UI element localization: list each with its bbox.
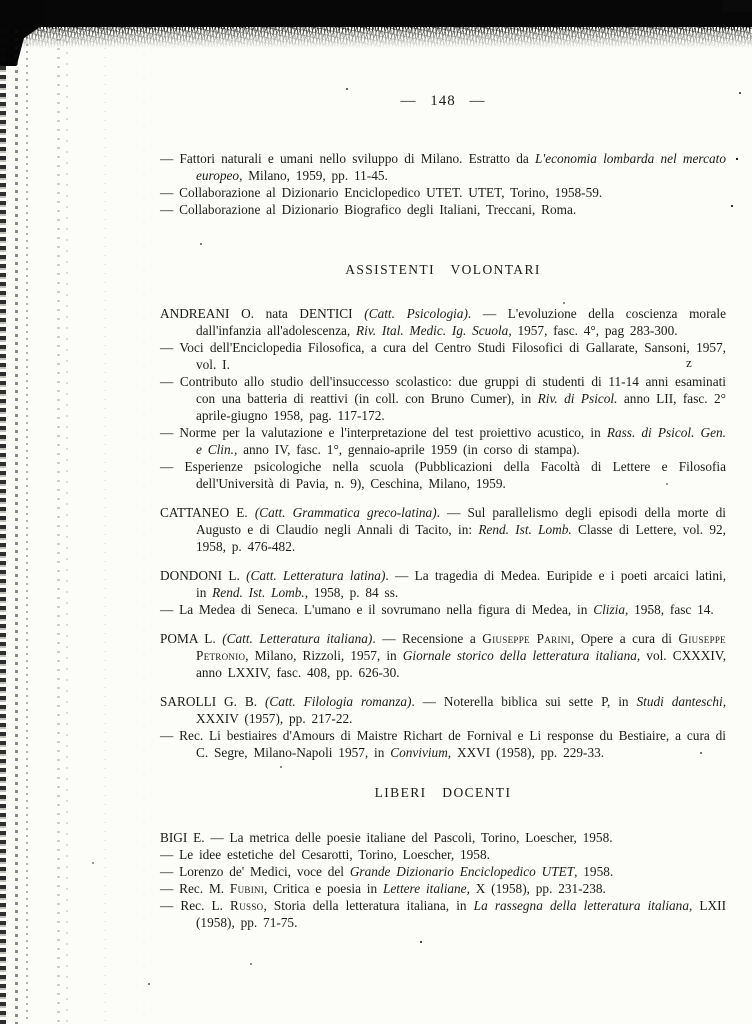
bibliography-entry: — Rec. Li bestiaires d'Amours di Maistre Richart de Fornival e Li response du Bestiaire, a cura di C. Segre, Milano-Napoli 1957, in Convivium, XXVI (1958), pp. 229-33. bbox=[160, 728, 726, 760]
bibliography-entry: ANDREANI O. nata DENTICI (Catt. Psicologia). — L'evoluzione della coscienza morale dall'infanzia all'adolescenza, Riv. Ital. Medic. Ig. Scuola, 1957, fasc. 4°, pag 283-300. bbox=[160, 306, 726, 338]
section-heading-assistenti-volontari: ASSISTENTI VOLONTARI bbox=[345, 262, 541, 277]
bibliography-entry: — Lorenzo de' Medici, voce del Grande Dizionario Enciclopedico UTET, 1958. bbox=[160, 864, 614, 879]
entry-group-cattaneo bbox=[160, 504, 726, 555]
scan-artifact-left-streaks bbox=[0, 30, 160, 1024]
bibliography-entry: DONDONI L. (Catt. Letteratura latina). — La tragedia di Medea. Euripide e i poeti arcaici latini, in Rend. Ist. Lomb., 1958, p. 84 ss. bbox=[160, 568, 727, 600]
bibliography-entry: — Collaborazione al Dizionario Biografico degli Italiani, Treccani, Roma. bbox=[160, 202, 577, 217]
bibliography-entry: SAROLLI G. B. (Catt. Filologia romanza). — Noterella biblica sui sette P, in Studi danteschi, XXXIV (1957), pp. 217-22. bbox=[160, 694, 727, 726]
entry-group-sarolli bbox=[160, 693, 726, 761]
bibliography-entry: — Rec. M. Fubini, Critica e poesia in Lettere italiane, X (1958), pp. 231-238. bbox=[160, 881, 606, 896]
bibliography-entry: — Norme per la valutazione e l'interpretazione del test proiettivo acustico, in Rass. di Psicol. Gen. e Clin., anno IV, fasc. 1°, gennaio-aprile 1959 (in corso di stampa). bbox=[160, 425, 726, 457]
bibliography-entry: — Fattori naturali e umani nello sviluppo di Milano. Estratto da L'economia lombarda nel mercato europeo, Milano, 1959, pp. 11-45. bbox=[160, 151, 726, 183]
entry-group-andreani bbox=[160, 305, 726, 492]
scan-artifact-stray-mark: z bbox=[686, 355, 692, 370]
bibliography-entry: — La Medea di Seneca. L'umano e il sovrumano nella figura di Medea, in Clizia, 1958, fasc 14. bbox=[160, 602, 714, 617]
bibliography-entry: POMA L. (Catt. Letteratura italiana). — Recensione a Giuseppe Parini, Opere a cura di Giuseppe Petronio, Milano, Rizzoli, 1957, in Giornale storico della letteratura italiana, vol. CXXXIV, anno LXXIV, fasc. 408, pp. 626-30. bbox=[160, 631, 727, 680]
bibliography-entry: — Le idee estetiche del Cesarotti, Torino, Loescher, 1958. bbox=[160, 847, 490, 862]
bibliography-entry: CATTANEO E. (Catt. Grammatica greco-latina). — Sul parallelismo degli episodi della morte di Augusto e di Claudio negli Annali di Tacito, in: Rend. Ist. Lomb. Classe di Lettere, vol. 92, 1958, p. 476-482. bbox=[160, 505, 727, 554]
bibliography-entry: — Collaborazione al Dizionario Enciclopedico UTET. UTET, Torino, 1958-59. bbox=[160, 185, 603, 200]
entry-group-top bbox=[160, 150, 726, 218]
bibliography-entry: — Rec. L. Russo, Storia della letteratura italiana, in La rassegna della letteratura italiana, LXII (1958), pp. 71-75. bbox=[160, 898, 726, 930]
bibliography-entry: — Voci dell'Enciclopedia Filosofica, a cura del Centro Studi Filosofici di Gallarate, Sansoni, 1957, vol. I. bbox=[160, 340, 726, 372]
bibliography-entry: — Contributo allo studio dell'insuccesso scolastico: due gruppi di studenti di 11-14 anni esaminati con una batteria di reattivi (in coll. con Bruno Cumer), in Riv. di Psicol. anno LII, fasc. 2° aprile-giugno 1958, pag. 117-172. bbox=[160, 374, 726, 423]
bibliography-entry: BIGI E. — La metrica delle poesie italiane del Pascoli, Torino, Loescher, 1958. bbox=[160, 830, 613, 845]
page-number: — 148 — bbox=[400, 93, 486, 109]
entry-group-poma bbox=[160, 630, 726, 681]
entry-group-bigi bbox=[160, 829, 726, 931]
entry-group-dondoni bbox=[160, 567, 726, 618]
section-heading-liberi-docenti: LIBERI DOCENTI bbox=[374, 785, 512, 800]
scan-artifact-corner-top-right bbox=[722, 0, 752, 12]
page-content bbox=[160, 0, 726, 931]
bibliography-entry: — Esperienze psicologiche nella scuola (Pubblicazioni della Facoltà di Lettere e Filosofia dell'Università di Pavia, n. 9), Ceschina, Milano, 1959. bbox=[160, 459, 726, 491]
